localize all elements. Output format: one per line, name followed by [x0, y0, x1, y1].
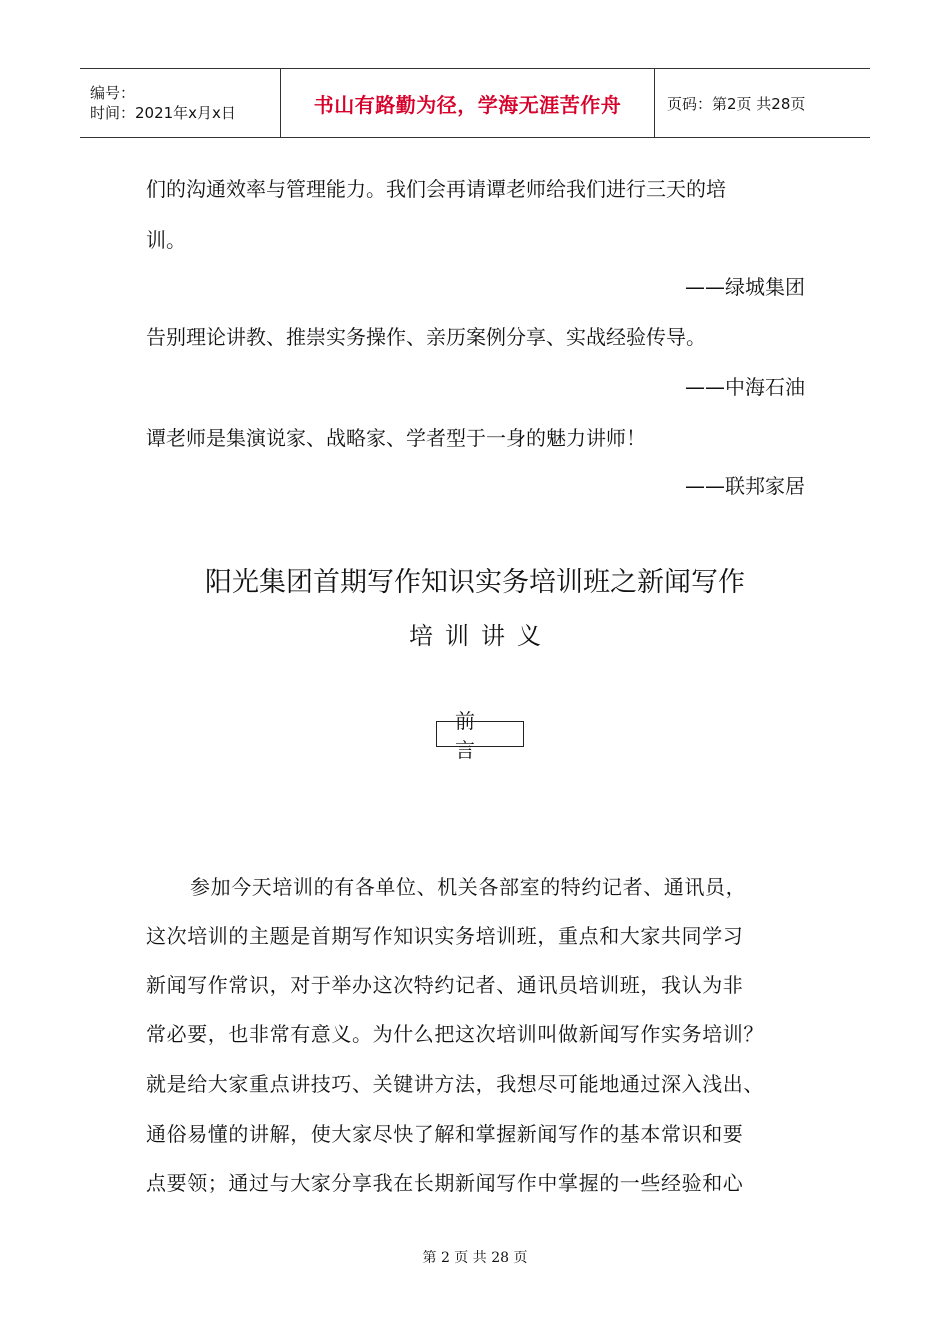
body-paragraph-line: 常必要，也非常有意义。为什么把这次培训叫做新闻写作实务培训？ — [146, 1022, 764, 1046]
testimonial-signature: ——中海石油 — [685, 375, 805, 399]
body-paragraph-line: 参加今天培训的有各单位、机关各部室的特约记者、通讯员， — [190, 875, 747, 899]
page-footer: 第 2 页 共 28 页 — [422, 1250, 528, 1266]
body-paragraph-line: 新闻写作常识，对于举办这次特约记者、通讯员培训班，我认为非 — [146, 973, 744, 997]
document-number: 编号： — [90, 84, 136, 102]
testimonial-line: 告别理论讲教、推崇实务操作、亲历案例分享、实战经验传导。 — [146, 325, 706, 349]
testimonial-signature: ——联邦家居 — [685, 474, 805, 498]
testimonial-line: 谭老师是集演说家、战略家、学者型于一身的魅力讲师！ — [146, 426, 646, 450]
header-meta — [80, 69, 281, 137]
body-paragraph-line: 这次培训的主题是首期写作知识实务培训班，重点和大家共同学习 — [146, 924, 744, 948]
preface-heading: 前言 — [436, 721, 524, 747]
testimonial-line: 训。 — [146, 228, 186, 252]
header-motto: 书山有路勤为径，学海无涯苦作舟 — [281, 69, 655, 137]
document-date: 时间：2021年x月x日 — [90, 104, 236, 122]
testimonial-line: 们的沟通效率与管理能力。我们会再请谭老师给我们进行三天的培 — [146, 177, 726, 201]
header-table — [80, 68, 870, 138]
body-paragraph-line: 就是给大家重点讲技巧、关键讲方法，我想尽可能地通过深入浅出、 — [146, 1072, 764, 1096]
header-page-code: 页码：第2页 共28页 — [667, 94, 806, 113]
testimonial-signature: ——绿城集团 — [685, 275, 805, 299]
body-paragraph-line: 通俗易懂的讲解，使大家尽快了解和掌握新闻写作的基本常识和要 — [146, 1122, 744, 1146]
body-paragraph-line: 点要领；通过与大家分享我在长期新闻写作中掌握的一些经验和心 — [146, 1171, 744, 1195]
page-subtitle: 培训讲义 — [409, 622, 553, 650]
page-title: 阳光集团首期写作知识实务培训班之新闻写作 — [205, 567, 745, 598]
